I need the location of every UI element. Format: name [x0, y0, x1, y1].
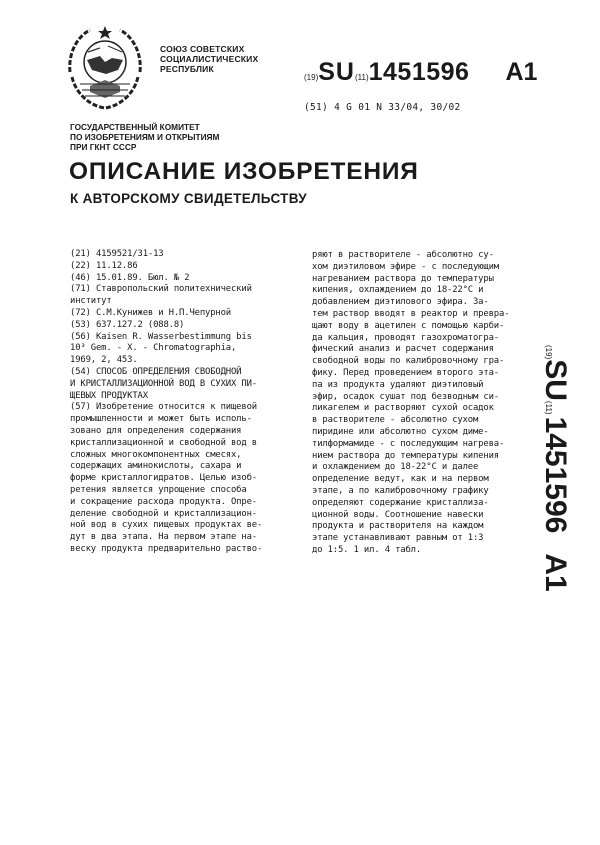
- committee-line: ПРИ ГКНТ СССР: [70, 142, 137, 152]
- text-line: (46) 15.01.89. Бюл. № 2: [70, 272, 190, 283]
- union-name-line: СОЮЗ СОВЕТСКИХ: [160, 44, 245, 54]
- text-line: (71) Ставропольский политехнический: [70, 284, 252, 295]
- text-line: и сокращение расхода продукта. Опре-: [70, 496, 257, 507]
- text-line: 10³ Gem. - X. - Chromatographia,: [70, 343, 237, 354]
- text-line: (54) СПОСОБ ОПРЕДЕЛЕНИЯ СВОБОДНОЙ: [70, 366, 242, 377]
- document-subtitle: К АВТОРСКОМУ СВИДЕТЕЛЬСТВУ: [70, 191, 307, 206]
- ussr-emblem-icon: [60, 22, 150, 112]
- text-line: дут в два этапа. На первом этапе на-: [70, 532, 257, 543]
- text-line: (22) 11.12.86: [70, 260, 138, 271]
- text-line: институт: [70, 296, 112, 307]
- inid-code-19: (19): [544, 345, 553, 360]
- text-line: нагреванием раствора до температуры: [312, 273, 494, 284]
- bibliographic-column: [70, 249, 300, 556]
- text-line: нием раствора до температуры кипения: [312, 450, 499, 461]
- text-line: и охлаждением до 18-22°С и далее: [312, 462, 479, 473]
- text-line: пиридине или абсолютно сухом диме-: [312, 426, 489, 437]
- patent-header: [304, 58, 537, 87]
- text-line: сложных многокомпонентных смесях,: [70, 449, 242, 460]
- ipc-classification: [304, 102, 461, 113]
- text-line: фику. Перед проведением второго эта-: [312, 367, 499, 378]
- committee-line: ПО ИЗОБРЕТЕНИЯМ И ОТКРЫТИЯМ: [70, 132, 220, 142]
- country-code: SU: [318, 58, 355, 86]
- text-line: деление свободной и кристаллизацион-: [70, 508, 257, 519]
- inid-code-19: (19): [304, 73, 319, 82]
- text-line: (57) Изобретение относится к пищевой: [70, 402, 257, 413]
- document-title: ОПИСАНИЕ ИЗОБРЕТЕНИЯ: [69, 158, 419, 185]
- inid-code-11: (11): [354, 73, 369, 82]
- union-name-line: СОЦИАЛИСТИЧЕСКИХ: [160, 54, 259, 64]
- text-line: веску продукта предварительно раство-: [70, 543, 263, 554]
- text-line: до 1:5. 1 ил. 4 табл.: [312, 544, 422, 555]
- text-line: эфир, осадок сушат под безводным си-: [312, 391, 499, 402]
- union-name: [160, 44, 258, 74]
- text-line: определяют содержание кристаллиза-: [312, 497, 489, 508]
- kind-code: A1: [505, 58, 538, 86]
- text-line: кипения, охлаждением до 18-22°С и: [312, 285, 484, 296]
- text-line: (53) 637.127.2 (088.8): [70, 319, 185, 330]
- kind-code: A1: [539, 553, 572, 592]
- text-line: тилформамиде - с последующим нагрева-: [312, 438, 505, 449]
- ipc-value: G 01 N 33/04, 30/02: [346, 102, 461, 113]
- side-patent-number: [522, 345, 572, 690]
- text-line: И КРИСТАЛЛИЗАЦИОННОЙ ВОД В СУХИХ ПИ-: [70, 378, 257, 389]
- text-line: (72) С.М.Кунижев и Н.П.Чепурной: [70, 307, 231, 318]
- inid-code-11: (11): [544, 400, 553, 415]
- text-line: продукта и растворителя на каждом: [312, 521, 484, 532]
- text-line: промышленности и может быть исполь-: [70, 414, 252, 425]
- text-line: фический анализ и расчет содержания: [312, 344, 494, 355]
- patent-number: 1451596: [539, 416, 572, 534]
- text-line: в растворителе - абсолютно сухом: [312, 415, 479, 426]
- text-line: да кальция, проводят газохроматогра-: [312, 332, 499, 343]
- text-line: тем раствор вводят в реактор и превра-: [312, 308, 510, 319]
- text-line: форме кристаллогидратов. Целью изоб-: [70, 473, 257, 484]
- patent-number: 1451596: [368, 58, 470, 86]
- text-line: ционной воды. Соотношение навески: [312, 509, 484, 520]
- text-line: этапе, а по калибровочному графику: [312, 485, 489, 496]
- text-line: добавлением диэтилового эфира. За-: [312, 297, 489, 308]
- country-code: SU: [539, 359, 572, 401]
- text-line: ликагелем и растворяют сухой осадок: [312, 403, 494, 414]
- text-line: ЩЕВЫХ ПРОДУКТАХ: [70, 390, 148, 401]
- text-line: этапе устанавливают равным от 1:3: [312, 533, 484, 544]
- ipc-code: (51) 4: [304, 102, 341, 113]
- committee-line: ГОСУДАРСТВЕННЫЙ КОМИТЕТ: [70, 122, 200, 132]
- text-line: ряют в растворителе - абсолютно су-: [312, 250, 494, 260]
- committee-name: [70, 122, 219, 152]
- text-line: (56) Kaisen R. Wasserbestimmung bis: [70, 331, 252, 342]
- text-line: 1969, 2, 453.: [70, 355, 138, 366]
- text-line: содержащих аминокислоты, сахара и: [70, 461, 242, 472]
- text-line: кристаллизационной и свободной вод в: [70, 437, 257, 448]
- text-line: (21) 4159521/31-13: [70, 249, 164, 259]
- text-line: ретения является упрощение способа: [70, 484, 247, 495]
- text-line: хом диэтиловом эфире - с последующим: [312, 261, 499, 272]
- text-line: зовано для определения содержания: [70, 425, 242, 436]
- text-line: щают воду в ацетилен с помощью карби-: [312, 320, 505, 331]
- text-line: определение ведут, как и на первом: [312, 474, 489, 485]
- text-line: свободной воды по калибровочному гра-: [312, 356, 505, 367]
- text-line: ной вод в сухих пищевых продуктах ве-: [70, 520, 263, 531]
- text-line: па из продукта удаляют диэтиловый: [312, 379, 484, 390]
- union-name-line: РЕСПУБЛИК: [160, 64, 214, 74]
- abstract-column: [312, 250, 542, 557]
